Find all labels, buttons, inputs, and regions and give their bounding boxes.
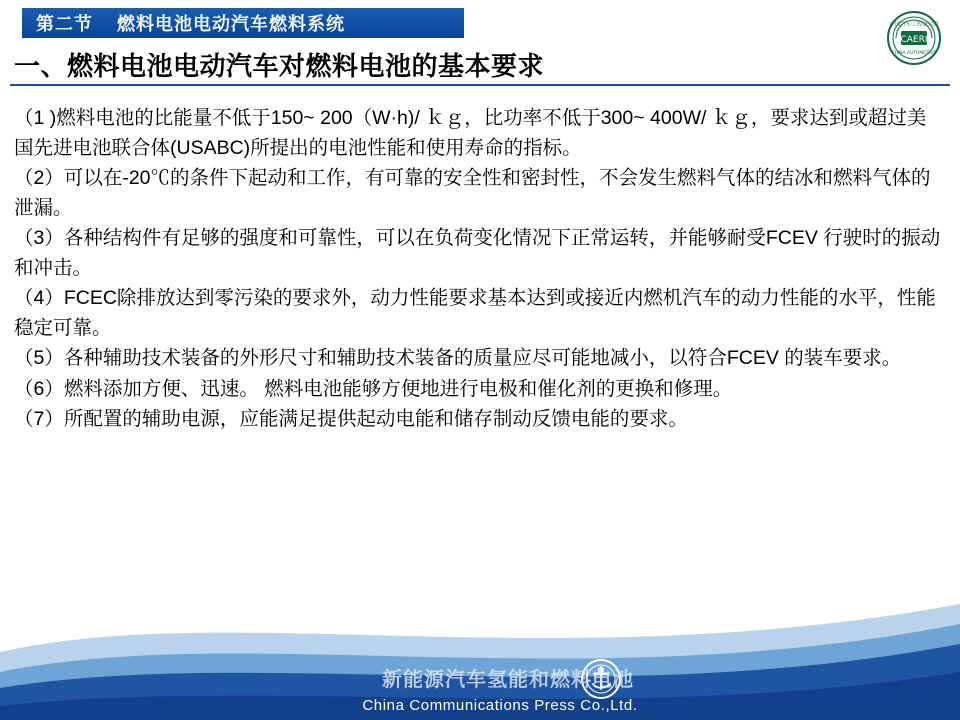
body-text	[14, 104, 944, 436]
publisher-credit: China Communications Press Co.,Ltd.	[362, 697, 638, 714]
section-title: 燃料电池电动汽车燃料系统	[117, 14, 345, 34]
press-anchor-emblem-icon	[580, 658, 622, 700]
paragraph-5: （5）各种辅助技术装备的外形尺寸和辅助技术装备的质量应尽可能地减小，以符合FCEV 的装车要求。	[14, 347, 902, 369]
institute-seal-logo-icon	[886, 10, 942, 66]
paragraph-3: （3）各种结构件有足够的强度和可靠性，可以在负荷变化情况下正常运转，并能够耐受FCEV 行驶时的振动和冲击。	[14, 227, 941, 279]
title-divider	[10, 84, 950, 86]
watermark-text: 新能源汽车氢能和燃料电池	[382, 669, 634, 691]
paragraph-2: （2）可以在-20℃的条件下起动和工作，有可靠的安全性和密封性，不会发生燃料气体的结冰和燃料气体的泄漏。	[14, 167, 931, 219]
paragraph-4: （4）FCEC除排放达到零污染的要求外，动力性能要求基本达到或接近内燃机汽车的动力性能的水平，性能稳定可靠。	[14, 287, 936, 339]
paragraph-6: （6）燃料添加方便、迅速。 燃料电池能够方便地进行电极和催化剂的更换和修理。	[14, 377, 733, 400]
section-banner	[22, 8, 464, 38]
paragraph-1: （1 )燃料电池的比能量不低于150~ 200（W·h)/ ｋｇ，比功率不低于300~ 400W/ ｋｇ，要求达到或超过美国先进电池联合体(USABC)所提出的电池性能和使用寿命的指标。	[14, 107, 927, 159]
svg-text:CHINA AUTOMOTIVE: CHINA AUTOMOTIVE	[891, 51, 937, 56]
paragraph-7: （7）所配置的辅助电源，应能满足提供起动电能和储存制动反馈电能的要求。	[14, 408, 688, 430]
page-title: 一、燃料电池电动汽车对燃料电池的基本要求	[14, 51, 545, 81]
section-number: 第二节	[36, 14, 93, 34]
decorative-waves	[0, 560, 960, 720]
svg-text:CAERI: CAERI	[900, 35, 928, 45]
svg-text:中国汽车工程研究院: 中国汽车工程研究院	[889, 22, 939, 28]
